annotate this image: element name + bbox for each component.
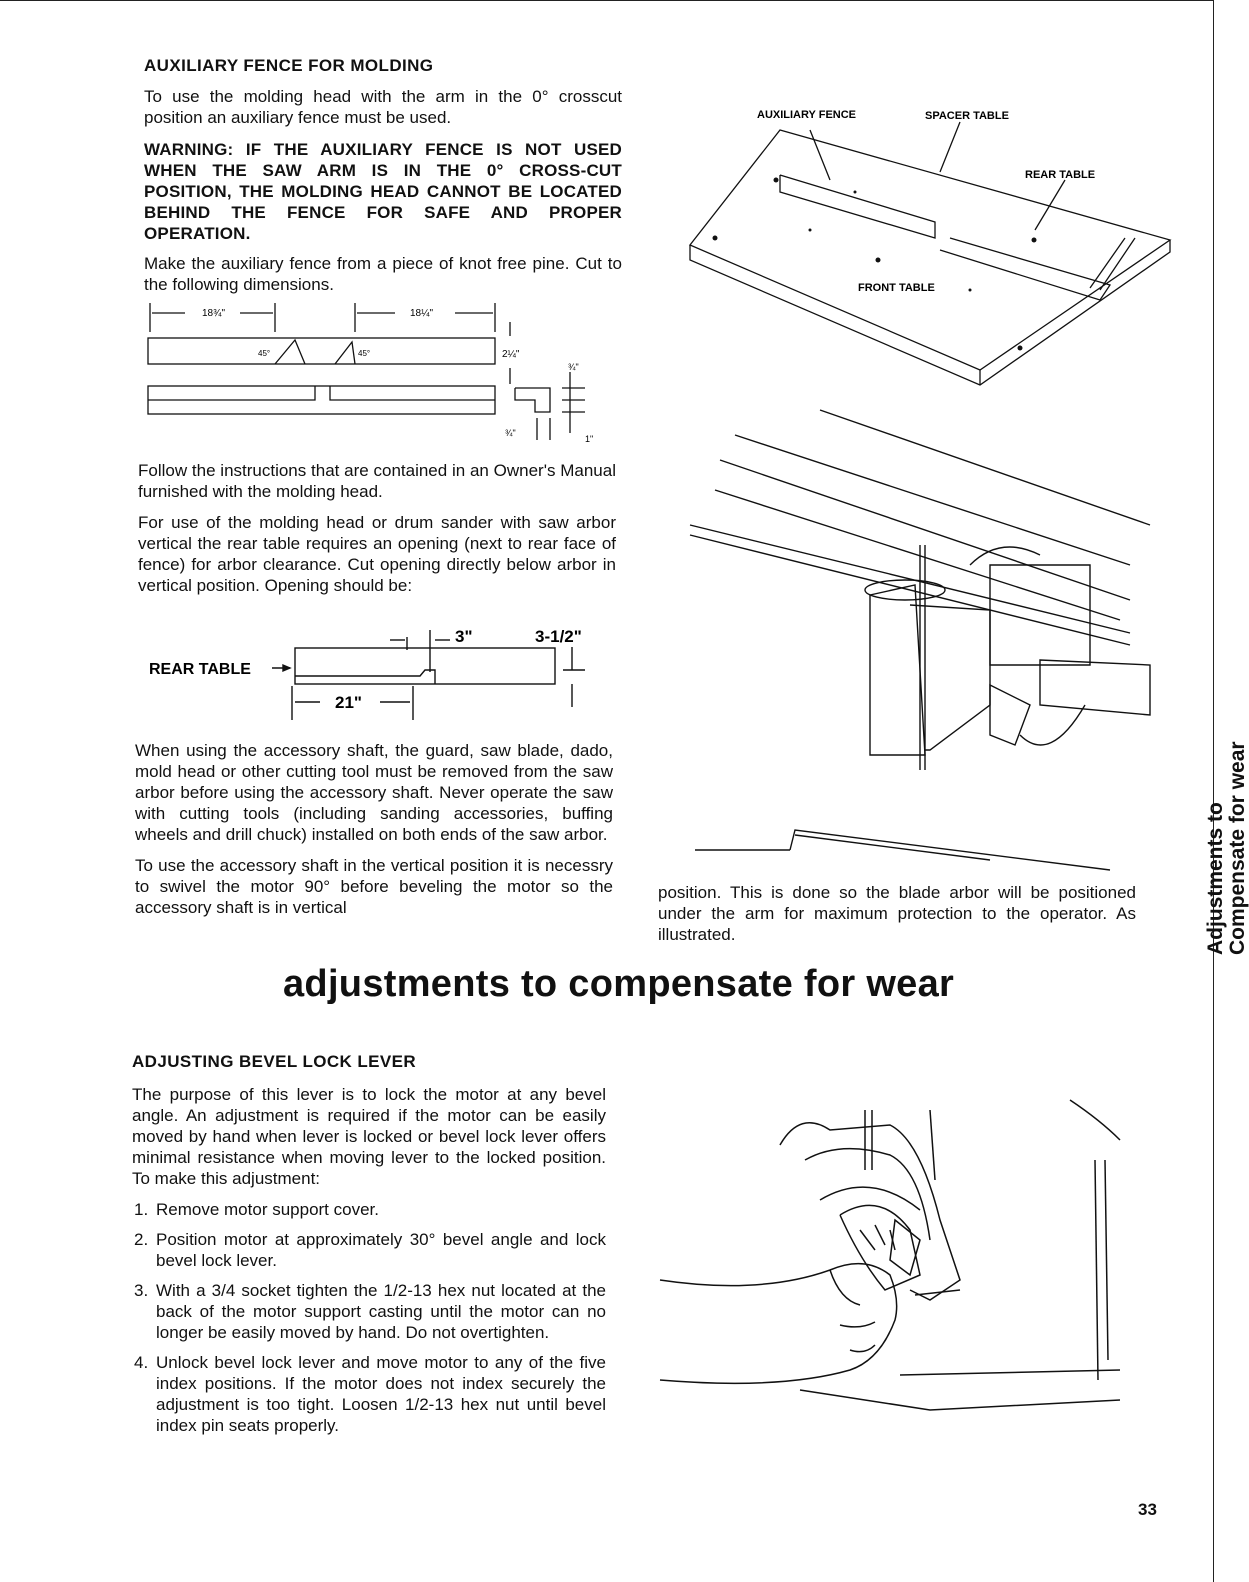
fence-profile-bottom-left-dim: ¾" bbox=[505, 428, 516, 438]
aux-fence-make: Make the auxiliary fence from a piece of knot free pine. Cut to the following dimensions. bbox=[144, 254, 622, 294]
page-number: 33 bbox=[1138, 1500, 1157, 1519]
step-item bbox=[132, 1199, 606, 1220]
rear-table-gap-dim: 3" bbox=[455, 627, 473, 646]
rear-table-label: REAR TABLE bbox=[149, 661, 251, 678]
bevel-lock-steps bbox=[132, 1199, 606, 1436]
fence-dimension-diagram bbox=[140, 300, 610, 448]
aux-fence-heading: AUXILIARY FENCE FOR MOLDING bbox=[144, 56, 434, 75]
rear-table-diagram bbox=[145, 622, 620, 722]
step-item bbox=[132, 1352, 606, 1436]
aux-fence-warning: WARNING: IF THE AUXILIARY FENCE IS NOT USED WHEN THE SAW ARM IS IN THE 0° CROSS-CUT POSITION, THE MOLDING HEAD CANNOT BE LOCATED BEHIND THE FENCE FOR SAFE AND PROPER OPERATION. bbox=[144, 140, 622, 243]
accessory-shaft-warning: When using the accessory shaft, the guard, saw blade, dado, mold head or other cutting tool must be removed from the saw arbor before using the accessory shaft. Never operate the saw with cutting tools (including sanding accessories, buffing wheels and drill chuck) installed on both ends of the saw arbor. bbox=[135, 741, 613, 844]
step-item bbox=[132, 1280, 606, 1343]
label-spacer-table: SPACER TABLE bbox=[925, 110, 1009, 122]
page-border-top bbox=[0, 0, 1214, 1]
accessory-shaft-position: position. This is done so the blade arbor will be positioned under the arm for maximum protection to the operator. As illustrated. bbox=[658, 883, 1136, 944]
section-aux-fence bbox=[144, 56, 622, 295]
side-tab bbox=[1205, 741, 1249, 955]
accessory-shaft-vertical: To use the accessory shaft in the vertical position it is necessry to swivel the motor 90° before beveling the motor so the accessory shaft is in vertical bbox=[135, 856, 613, 917]
fence-profile-bottom-right-dim: 1" bbox=[585, 434, 594, 444]
label-auxiliary-fence: AUXILIARY FENCE bbox=[757, 109, 857, 121]
step-number: 3. bbox=[134, 1281, 149, 1300]
aux-fence-intro: To use the molding head with the arm in the 0° crosscut position an auxiliary fence must be used. bbox=[144, 87, 622, 127]
rear-table-length-dim: 21" bbox=[335, 693, 362, 712]
step-number: 1. bbox=[134, 1200, 149, 1219]
section-bevel-lock bbox=[132, 1052, 606, 1445]
aux-fence-follow: Follow the instructions that are contained in an Owner's Manual furnished with the molding head. bbox=[138, 461, 616, 501]
section-accessory-shaft-cont bbox=[658, 882, 1136, 945]
fence-height-dim: 2¼" bbox=[502, 349, 520, 360]
step-text: Unlock bevel lock lever and move motor to any of the five index positions. If the motor does not index securely the adjustment is too tight. Loosen 1/2-13 hex nut until bevel index pin seats properly. bbox=[156, 1353, 606, 1435]
step-number: 4. bbox=[134, 1353, 149, 1372]
section-aux-fence-cont bbox=[138, 460, 616, 596]
fence-dim-left: 18¾" bbox=[202, 308, 226, 319]
step-text: With a 3/4 socket tighten the 1/2-13 hex nut located at the back of the motor support casting until the motor can no longer be easily moved by hand. Do not overtighten. bbox=[156, 1281, 606, 1342]
step-text: Position motor at approximately 30° bevel angle and lock bevel lock lever. bbox=[156, 1230, 606, 1270]
side-tab-line2: Compensate for wear bbox=[1226, 741, 1249, 955]
section-accessory-shaft bbox=[135, 740, 613, 918]
label-front-table: FRONT TABLE bbox=[858, 282, 935, 294]
bevel-lever-illustration bbox=[660, 1100, 1130, 1430]
step-item bbox=[132, 1229, 606, 1271]
fence-profile-top-dim: ¾" bbox=[568, 362, 579, 372]
motor-shaft-illustration bbox=[690, 405, 1160, 875]
fence-angle-right: 45° bbox=[358, 349, 371, 358]
aux-fence-opening: For use of the molding head or drum sander with saw arbor vertical the rear table requires an opening (next to rear face of fence) for arbor clearance. Cut opening directly below arbor in vertical position. Opening should be: bbox=[138, 513, 616, 595]
main-title: adjustments to compensate for wear bbox=[283, 963, 955, 1005]
rear-table-depth-dim: 3-1/2" bbox=[535, 627, 582, 646]
step-number: 2. bbox=[134, 1230, 149, 1249]
label-rear-table: REAR TABLE bbox=[1025, 169, 1096, 181]
table-illustration bbox=[680, 100, 1180, 390]
side-tab-line1: Adjustments to bbox=[1204, 802, 1227, 955]
bevel-lock-heading: ADJUSTING BEVEL LOCK LEVER bbox=[132, 1052, 417, 1071]
fence-dim-right: 18¼" bbox=[410, 308, 434, 319]
fence-angle-left: 45° bbox=[258, 349, 271, 358]
bevel-lock-intro: The purpose of this lever is to lock the motor at any bevel angle. An adjustment is required if the motor can be easily moved by hand when lever is locked or bevel lock lever offers minimal resistance when moving lever to the locked position. To make this adjustment: bbox=[132, 1085, 606, 1188]
step-text: Remove motor support cover. bbox=[156, 1200, 379, 1219]
